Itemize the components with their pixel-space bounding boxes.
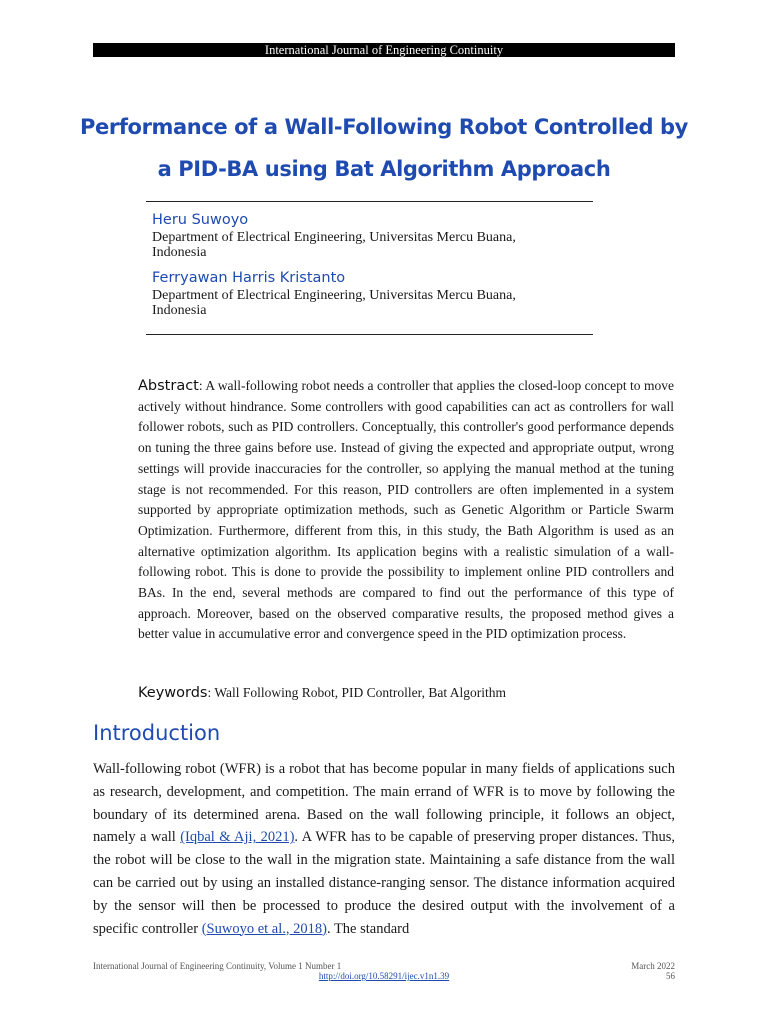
author-name: Ferryawan Harris Kristanto	[152, 270, 346, 286]
keywords	[138, 683, 674, 703]
paper-title-line-2: a PID-BA using Bat Algorithm Approach	[157, 157, 611, 181]
footer-doi-link[interactable]: http://doi.org/10.58291/ijec.v1n1.39	[318, 971, 450, 981]
author-affiliation-line-2: Indonesia	[152, 245, 207, 260]
footer-page-number: 56	[666, 971, 675, 981]
journal-name: International Journal of Engineering Continuity	[264, 43, 504, 57]
citation-link-suwoyo[interactable]: (Suwoyo et al., 2018)	[201, 920, 327, 937]
author-block-bottom-rule	[146, 334, 593, 335]
section-heading-introduction: Introduction	[93, 721, 221, 745]
paper-title	[80, 106, 688, 190]
journal-header-bar	[93, 43, 675, 57]
author-affiliation	[152, 230, 592, 260]
keywords-text: : Wall Following Robot, PID Controller, Bat Algorithm	[207, 685, 506, 700]
intro-text-part-2: . A WFR has to be capable of preserving proper distances. Thus, the robot will be close to the wall in the migration state. Maintaining a safe distance from the wall can be carried out by using an installed distance-ranging sensor. The distance information acquired by the sensor will then be processed to produce the desired output with the involvement of a specific controller	[93, 829, 675, 937]
intro-text-part-3: . The standard	[326, 920, 410, 937]
author-2	[152, 269, 592, 318]
author-1	[152, 211, 592, 260]
citation-link-iqbal-aji[interactable]: (Iqbal & Aji, 2021)	[180, 829, 295, 846]
author-block-top-rule	[146, 201, 593, 202]
intro-text-part-1: Wall-following robot (WFR) is a robot that has become popular in many fields of applications such as research, development, and competition. The main errand of WFR is to move by following the boundary of its determined arena. Based on the wall following principle, it follows an object, namely a wall	[93, 761, 675, 846]
abstract	[138, 376, 674, 645]
abstract-text: : A wall-following robot needs a controller that applies the closed-loop concept to move actively without hindrance. Some controllers with good capabilities can act as controllers for wall follower robots, such as PID controllers. Conceptually, this controller's good performance depends on tuning the three gains before use. Instead of giving the expected and appropriate output, wrong settings will provide inaccuracies for the controller, so applying the manual method at the tuning stage is not recommended. For this reason, PID controllers are often implemented in a system supported by appropriate optimization methods, such as Genetic Algorithm or Particle Swarm Optimization. Furthermore, different from this, in this study, the Bath Algorithm is used as an alternative optimization algorithm. Its application begins with a realistic simulation of a wall-following robot. This is done to provide the possibility to implement online PID controllers and BAs. In the end, several methods are compared to find out the performance of this type of approach. Moreover, based on the observed comparative results, the proposed method gives a better value in accumulative error and convergence speed in the PID optimization process.	[138, 378, 674, 642]
author-name: Heru Suwoyo	[152, 212, 249, 228]
footer-date: March 2022	[631, 961, 675, 971]
author-affiliation	[152, 288, 592, 318]
footer-journal-volume: International Journal of Engineering Continuity, Volume 1 Number 1	[93, 961, 342, 971]
introduction-paragraph	[93, 758, 675, 940]
author-affiliation-line-2: Indonesia	[152, 303, 207, 318]
keywords-label: Keywords	[138, 685, 208, 701]
abstract-label: Abstract	[138, 378, 199, 394]
paper-title-line-1: Performance of a Wall-Following Robot Controlled by	[80, 115, 688, 139]
author-affiliation-line-1: Department of Electrical Engineering, Universitas Mercu Buana,	[152, 288, 516, 303]
author-affiliation-line-1: Department of Electrical Engineering, Universitas Mercu Buana,	[152, 230, 516, 245]
